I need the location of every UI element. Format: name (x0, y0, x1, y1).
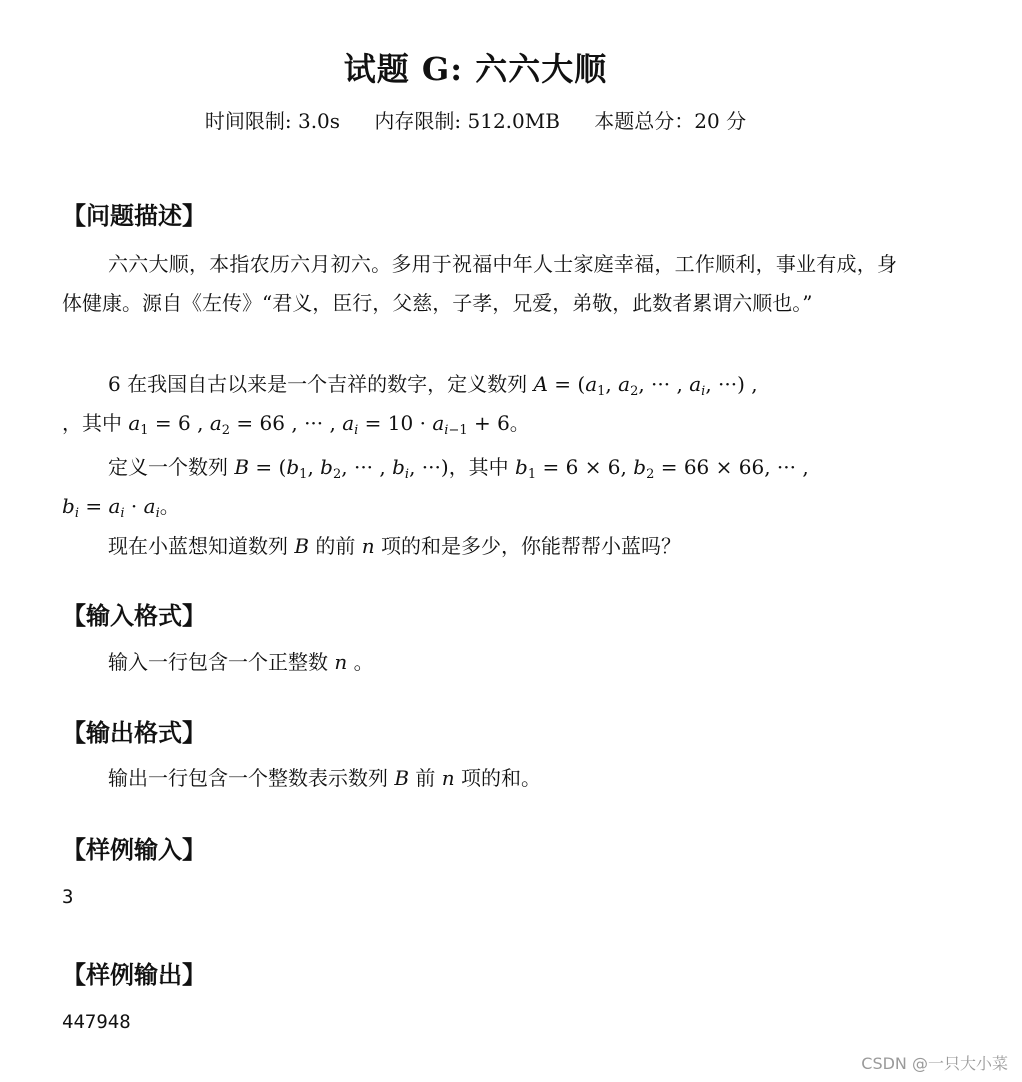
description-paragraph-3: 定义一个数列 $B = (b_1$, $b_2$, ··· , $b_i$, ···)，其中 $b_1 = 6 \times 6$, $b_2 = 66 \times 66$, ··· , $b_i = a_i \cdot a_i$。 (62, 455, 809, 521)
sample-input-value: 3 (62, 886, 74, 908)
sample-output-value: 447948 (62, 1011, 131, 1033)
memory-limit: 内存限制: 512.0MB (374, 109, 560, 133)
problem-meta (0, 105, 951, 134)
description-paragraph-2: 6 在我国自古以来是一个吉祥的数字，定义数列 $A = (a_1$, $a_2$, ··· , $a_i$, ···) , ，其中 $a_1 = 6$ , $a_2 = 66$ , ··· , $a_i = 10 \cdot a_{i-1} + 6$。 (62, 372, 758, 438)
time-limit: 时间限制: 3.0s (204, 109, 341, 133)
sample-input-heading: 【样例输入】 (62, 835, 206, 864)
sample-output-heading: 【样例输出】 (62, 960, 206, 989)
problem-title: 试题 G: 六六大顺 (343, 50, 608, 88)
input-format-text: 输入一行包含一个正整数 n 。 (108, 650, 374, 674)
description-paragraph-1: 六六大顺，本指农历六月初六。多用于祝福中年人士家庭幸福，工作顺利，事业有成，身体健康。源自《左传》“君义，臣行，父慈，子孝，兄爱，弟敬，此数者累谓六顺也。” (62, 252, 897, 315)
description-heading: 【问题描述】 (62, 201, 206, 230)
watermark: CSDN @一只大小菜 (861, 1054, 1008, 1073)
output-format-text: 输出一行包含一个整数表示数列 B 前 n 项的和。 (108, 766, 542, 790)
output-format-heading: 【输出格式】 (62, 718, 206, 747)
total-score: 本题总分：20 分 (594, 109, 747, 133)
input-format-heading: 【输入格式】 (62, 601, 206, 630)
description-paragraph-4: 现在小蓝想知道数列 B 的前 n 项的和是多少，你能帮帮小蓝吗？ (108, 534, 682, 558)
